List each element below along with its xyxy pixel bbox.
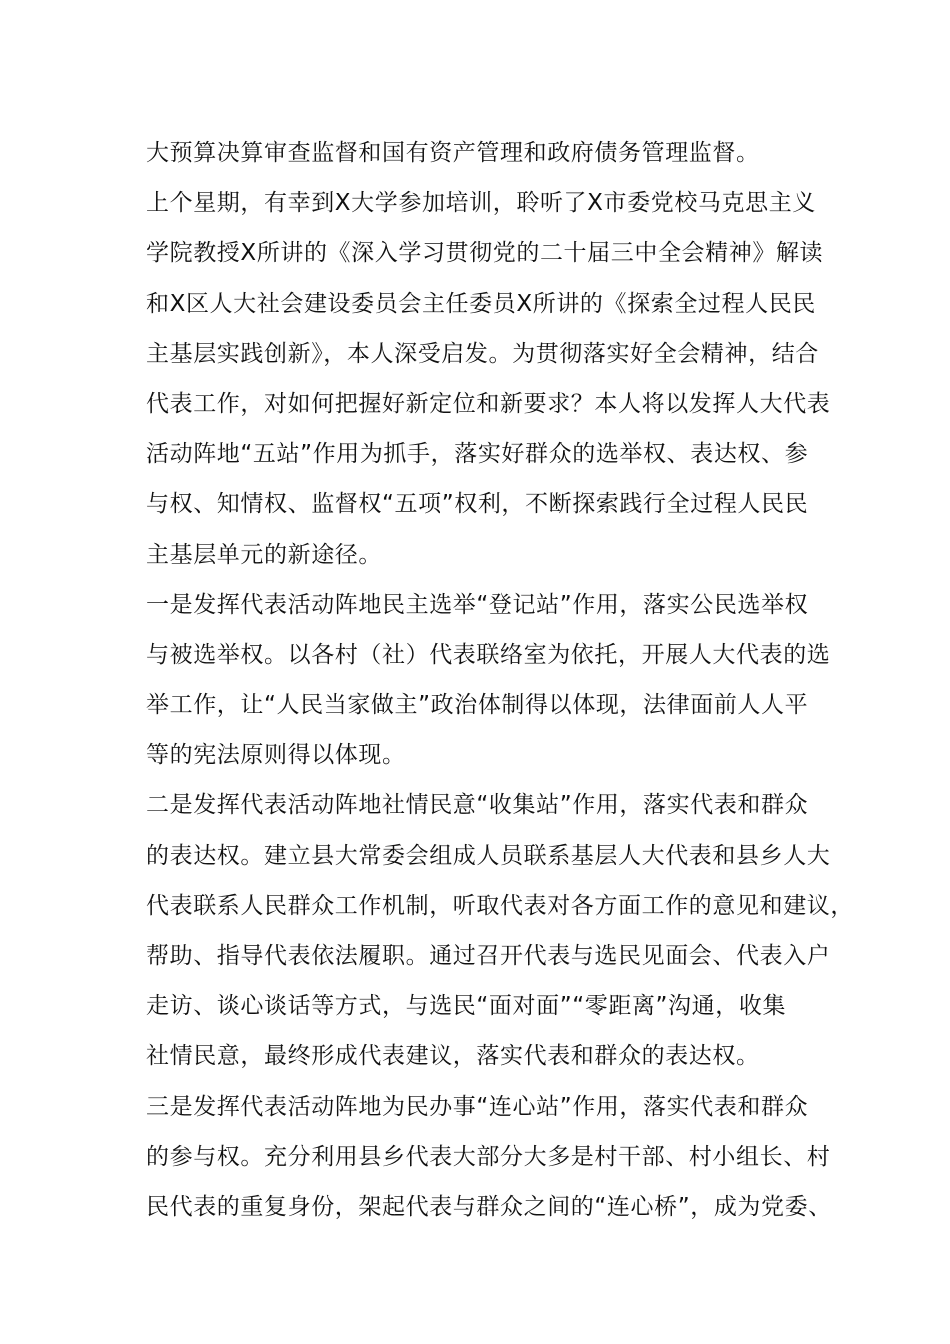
- text-line: 与被选举权。以各村（社）代表联络室为依托，开展人大代表的选: [146, 641, 831, 668]
- text-line: 举工作，让“人民当家做主”政治体制得以体现，法律面前人人平: [146, 692, 809, 719]
- text-line: 主基层单元的新途径。: [146, 541, 382, 568]
- text-line: 民代表的重复身份，架起代表与群众之间的“连心桥”，成为党委、: [146, 1193, 832, 1220]
- text-line: 社情民意，最终形成代表建议，落实代表和群众的表达权。: [146, 1043, 760, 1070]
- text-line: 代表联系人民群众工作机制，听取代表对各方面工作的意见和建议，: [146, 892, 854, 919]
- text-line: 和X区人大社会建设委员会主任委员X所讲的《探索全过程人民民: [146, 290, 816, 317]
- text-line: 二是发挥代表活动阵地社情民意“收集站”作用，落实代表和群众: [146, 792, 809, 819]
- text-line: 一是发挥代表活动阵地民主选举“登记站”作用，落实公民选举权: [146, 591, 809, 618]
- text-line: 的参与权。充分利用县乡代表大部分大多是村干部、村小组长、村: [146, 1143, 831, 1170]
- text-line: 大预算决算审查监督和国有资产管理和政府债务管理监督。: [146, 140, 760, 166]
- text-line: 的表达权。建立县大常委会组成人员联系基层人大代表和县乡人大: [146, 842, 831, 869]
- text-line: 与权、知情权、监督权“五项”权利，不断探索践行全过程人民民: [146, 491, 809, 518]
- document-body: [146, 128, 854, 1232]
- text-line: 上个星期，有幸到X大学参加培训，聆听了X市委党校马克思主义: [146, 190, 816, 217]
- text-line: 三是发挥代表活动阵地为民办事“连心站”作用，落实代表和群众: [146, 1093, 809, 1120]
- text-line: 活动阵地“五站”作用为抓手，落实好群众的选举权、表达权、参: [146, 441, 809, 468]
- text-line: 学院教授X所讲的《深入学习贯彻党的二十届三中全会精神》解读: [146, 240, 824, 267]
- text-line: 走访、谈心谈话等方式，与选民“面对面”“零距离”沟通，收集: [146, 993, 787, 1020]
- text-line: 帮助、指导代表依法履职。通过召开代表与选民见面会、代表入户: [146, 943, 831, 969]
- text-line: 主基层实践创新》，本人深受启发。为贯彻落实好全会精神，结合: [146, 340, 819, 367]
- text-line: 等的宪法原则得以体现。: [146, 742, 406, 769]
- text-line: 代表工作，对如何把握好新定位和新要求？本人将以发挥人大代表: [146, 390, 831, 417]
